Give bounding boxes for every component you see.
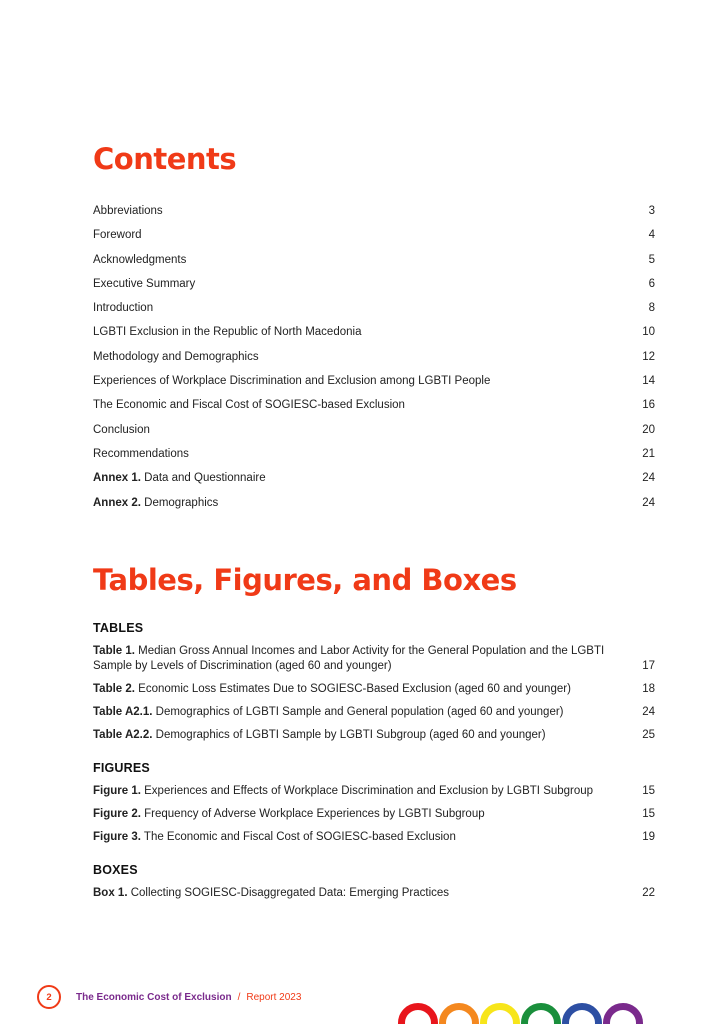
entry-title: Executive Summary <box>93 277 196 290</box>
table-entry[interactable] <box>93 682 655 697</box>
entry-page-number: 25 <box>642 729 655 741</box>
entry-page-number: 18 <box>642 683 655 695</box>
toc-entry[interactable] <box>93 229 655 253</box>
table-entry[interactable] <box>93 644 655 674</box>
entry-label: Table A2.2. <box>93 729 153 741</box>
footer-separator: / <box>237 991 241 1003</box>
entry-page-number: 20 <box>642 423 655 436</box>
entry-title: Table 2. Economic Loss Estimates Due to SOGIESC-Based Exclusion (aged 60 and younger) <box>93 683 571 695</box>
entry-title: Table A2.1. Demographics of LGBTI Sample and General population (aged 60 and younger) <box>93 706 564 718</box>
tables-list <box>93 644 655 743</box>
ring-decoration <box>603 1003 643 1024</box>
entry-title: Recommendations <box>93 447 189 460</box>
toc-entry[interactable] <box>93 351 655 375</box>
entry-title: Experiences of Workplace Discrimination and Exclusion among LGBTI People <box>93 375 491 388</box>
entry-title: Abbreviations <box>93 205 163 217</box>
toc-entry[interactable] <box>93 497 655 521</box>
toc-entry[interactable] <box>93 254 655 278</box>
figure-entry[interactable] <box>93 784 655 799</box>
ring-decoration <box>521 1003 561 1024</box>
ring-decoration <box>562 1003 602 1024</box>
entry-title: Introduction <box>93 302 154 315</box>
entry-title: Figure 2. Frequency of Adverse Workplace Experiences by LGBTI Subgroup <box>93 808 485 820</box>
figures-label: FIGURES <box>93 761 150 775</box>
tables-figures-boxes-heading: Tables, Figures, and Boxes <box>93 563 517 597</box>
entry-title: Conclusion <box>93 423 150 436</box>
entry-page-number: 5 <box>648 253 655 266</box>
contents-list <box>93 205 655 521</box>
entry-page-number: 4 <box>648 229 655 242</box>
contents-heading: Contents <box>93 142 237 176</box>
entry-label: Box 1. <box>93 887 128 899</box>
entry-title: Acknowledgments <box>93 253 187 266</box>
entry-title: The Economic and Fiscal Cost of SOGIESC-based Exclusion <box>93 399 405 412</box>
toc-entry[interactable] <box>93 424 655 448</box>
entry-title: Methodology and Demographics <box>93 350 259 363</box>
entry-page-number: 24 <box>642 472 655 485</box>
entry-page-number: 6 <box>648 277 655 290</box>
toc-entry[interactable] <box>93 205 655 229</box>
entry-page-number: 10 <box>642 326 655 339</box>
entry-page-number: 22 <box>642 887 655 899</box>
page-footer <box>37 984 301 1010</box>
entry-page-number: 8 <box>648 302 655 315</box>
entry-page-number: 3 <box>648 205 655 217</box>
rainbow-rings-decoration <box>398 1003 643 1024</box>
entry-page-number: 17 <box>642 660 655 672</box>
toc-entry[interactable] <box>93 302 655 326</box>
toc-entry[interactable] <box>93 278 655 302</box>
entry-page-number: 15 <box>642 808 655 820</box>
entry-page-number: 14 <box>642 375 655 388</box>
table-entry[interactable] <box>93 728 655 743</box>
entry-title: LGBTI Exclusion in the Republic of North Macedonia <box>93 326 362 339</box>
boxes-label: BOXES <box>93 863 138 877</box>
figures-list <box>93 784 655 845</box>
entry-label: Table A2.1. <box>93 706 153 718</box>
entry-label: Figure 3. <box>93 831 141 843</box>
entry-title: Annex 1. Data and Questionnaire <box>93 472 266 485</box>
entry-title: Foreword <box>93 229 142 242</box>
entry-page-number: 15 <box>642 785 655 797</box>
entry-label: Annex 1. <box>93 472 141 485</box>
tables-label: TABLES <box>93 621 144 635</box>
toc-entry[interactable] <box>93 375 655 399</box>
ring-decoration <box>398 1003 438 1024</box>
footer-report: Report 2023 <box>246 991 302 1003</box>
boxes-list <box>93 886 655 901</box>
box-entry[interactable] <box>93 886 655 901</box>
entry-title: Table 1. Median Gross Annual Incomes and Labor Activity for the General Population and the LGBTI Sample by Levels of Discrimination (aged 60 and younger) <box>93 645 605 672</box>
footer-title: The Economic Cost of Exclusion <box>76 991 232 1003</box>
entry-title: Box 1. Collecting SOGIESC-Disaggregated Data: Emerging Practices <box>93 887 450 899</box>
table-entry[interactable] <box>93 705 655 720</box>
toc-entry[interactable] <box>93 472 655 496</box>
toc-entry[interactable] <box>93 326 655 350</box>
entry-page-number: 24 <box>642 496 655 509</box>
entry-page-number: 19 <box>642 831 655 843</box>
toc-entry[interactable] <box>93 448 655 472</box>
entry-label: Table 2. <box>93 683 135 695</box>
entry-label: Table 1. <box>93 645 135 657</box>
entry-page-number: 12 <box>642 350 655 363</box>
figure-entry[interactable] <box>93 830 655 845</box>
entry-title: Figure 3. The Economic and Fiscal Cost of SOGIESC-based Exclusion <box>93 831 456 843</box>
entry-label: Figure 2. <box>93 808 141 820</box>
entry-title: Table A2.2. Demographics of LGBTI Sample by LGBTI Subgroup (aged 60 and younger) <box>93 729 546 741</box>
toc-entry[interactable] <box>93 399 655 423</box>
entry-label: Figure 1. <box>93 785 141 797</box>
entry-title: Figure 1. Experiences and Effects of Workplace Discrimination and Exclusion by LGBTI Subgroup <box>93 785 594 797</box>
entry-page-number: 21 <box>642 447 655 460</box>
entry-label: Annex 2. <box>93 496 141 509</box>
ring-decoration <box>480 1003 520 1024</box>
ring-decoration <box>439 1003 479 1024</box>
entry-page-number: 16 <box>642 399 655 412</box>
entry-title: Annex 2. Demographics <box>93 496 219 509</box>
entry-page-number: 24 <box>642 706 655 718</box>
figure-entry[interactable] <box>93 807 655 822</box>
page-number-badge: 2 <box>37 985 61 1009</box>
